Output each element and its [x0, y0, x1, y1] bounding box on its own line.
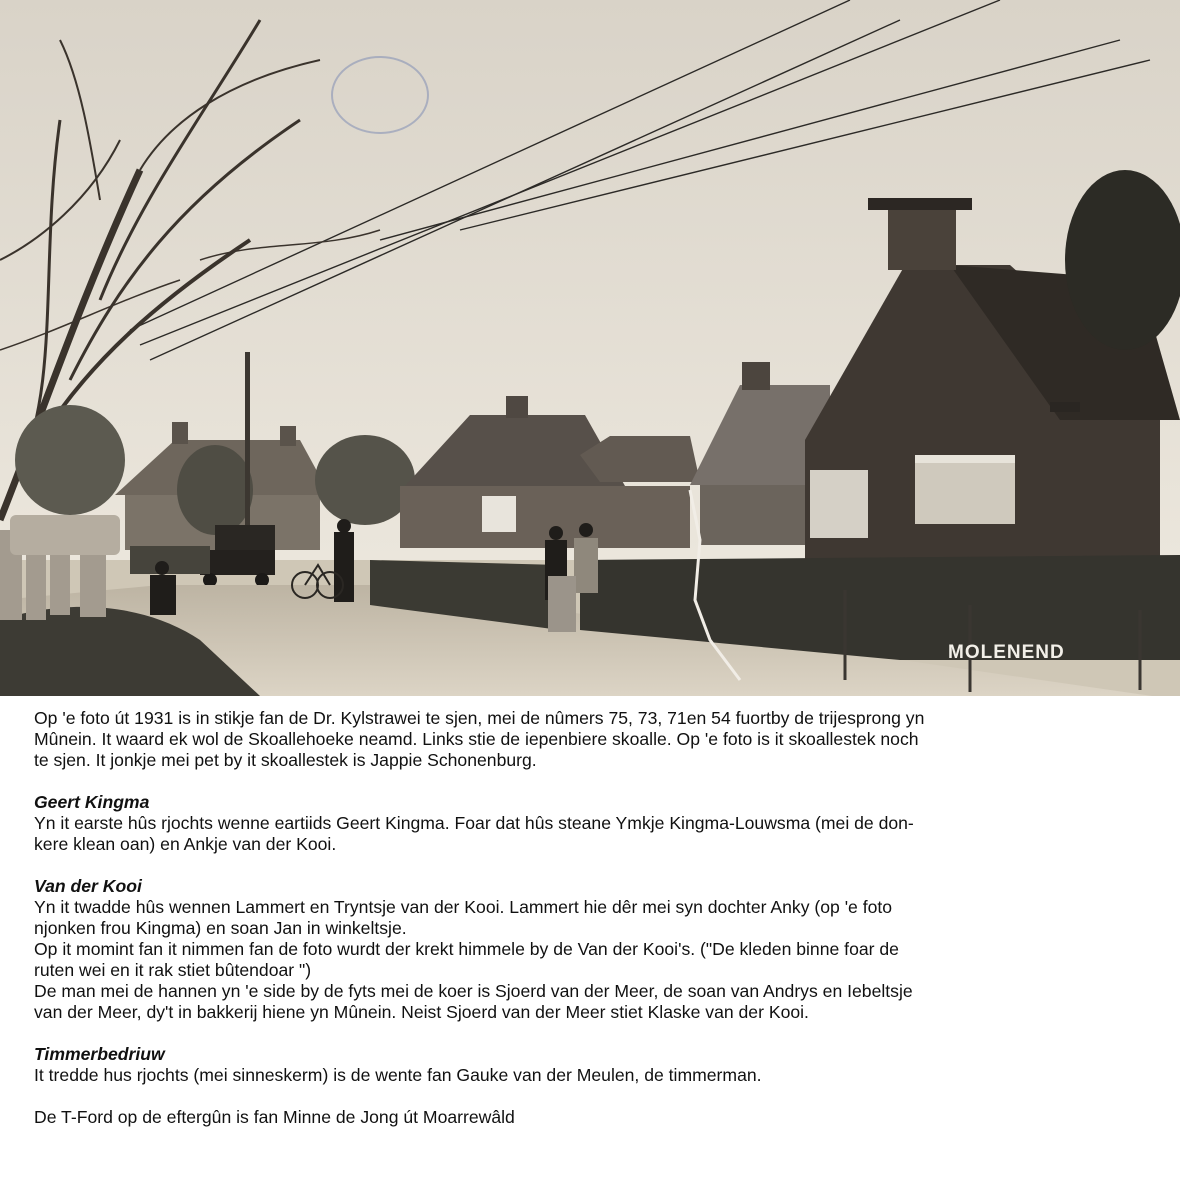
intro-line: Op 'e foto út 1931 is in stikje fan de Dr. Kylstrawei te sjen, mei de nûmers 75, 73, 71en 54 fuortby de trijesprong yn	[34, 708, 925, 728]
tree-right	[1065, 170, 1180, 350]
garden-gate	[548, 576, 576, 632]
intro-line: Mûnein. It waard ek wol de Skoallehoeke neamd. Links stie de iepenbiere skoalle. Op 'e foto is it skoallestek noch	[34, 729, 919, 749]
article-text	[34, 708, 1149, 1128]
paragraph-line: van der Meer, dy't in bakkerij hiene yn Mûnein. Neist Sjoerd van der Meer stiet Klaske van der Kooi.	[34, 1002, 809, 1022]
section-heading-timmerbedriuw: Timmerbedriuw	[34, 1044, 165, 1064]
vehicle-left	[10, 515, 120, 555]
paragraph-line: Yn it twadde hûs wennen Lammert en Tryntsje van der Kooi. Lammert hie dêr mei syn dochter Anky (op 'e foto	[34, 897, 893, 917]
photo-location-label: MOLENEND	[948, 642, 1065, 663]
paragraph-line: njonken frou Kingma) en soan Jan in winkeltsje.	[34, 918, 407, 938]
paragraph-line: De man mei de hannen yn 'e side by de fyts mei de koer is Sjoerd van der Meer, de soan van Andrys en Iebeltsje	[34, 981, 913, 1001]
intro-line: te sjen. It jonkje mei pet by it skoallestek is Jappie Schonenburg.	[34, 750, 537, 770]
paragraph-line: Op it momint fan it nimmen fan de foto wurdt der krekt himmele by de Van der Kooi's. ("De kleden binne foar de	[34, 939, 899, 959]
section-heading-geert-kingma: Geert Kingma	[34, 792, 150, 812]
paragraph-line: It tredde hus rjochts (mei sinneskerm) is de wente fan Gauke van der Meulen, de timmerman.	[34, 1065, 762, 1085]
paragraph-line: ruten wei en it rak stiet bûtendoar ")	[34, 960, 312, 980]
paragraph-line: Yn it earste hûs rjochts wenne eartiids Geert Kingma. Foar dat hûs steane Ymkje Kingma-Louwsma (mei de don-	[34, 813, 914, 833]
utility-pole	[245, 352, 250, 552]
closing-line: De T-Ford op de eftergûn is fan Minne de Jong út Moarrewâld	[34, 1107, 515, 1127]
section-heading-van-der-kooi: Van der Kooi	[34, 876, 142, 896]
paragraph-line: kere klean oan) en Ankje van der Kooi.	[34, 834, 337, 854]
